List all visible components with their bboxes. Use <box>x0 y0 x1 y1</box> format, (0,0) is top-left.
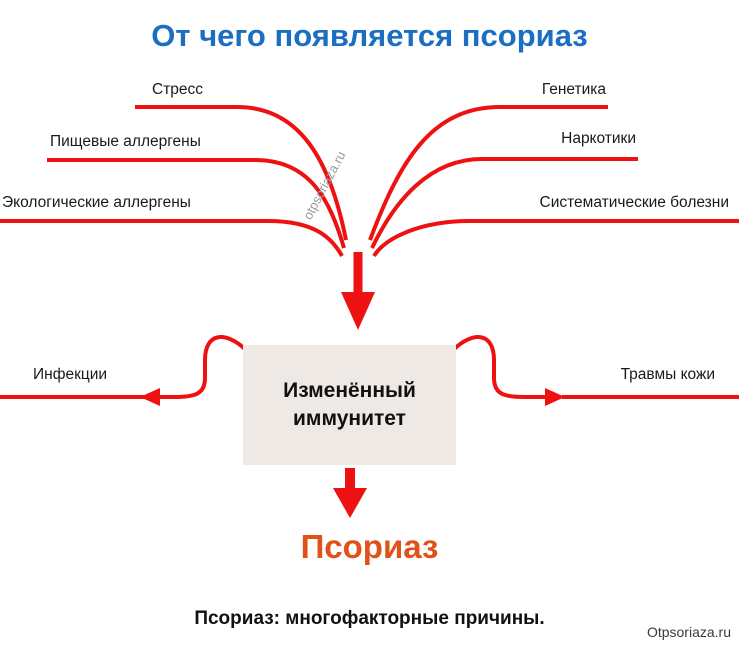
center-box-altered-immunity <box>243 345 456 465</box>
cause-label-drugs: Наркотики <box>561 130 636 147</box>
page-title: От чего появляется псориаз <box>151 18 588 53</box>
site-credit-text: Otpsoriaza.ru <box>646 624 731 640</box>
cause-lines-right <box>370 107 739 256</box>
cause-label-eco-allergens: Экологические аллергены <box>2 194 191 211</box>
cause-lines-left <box>0 107 346 256</box>
watermark-text: otpsoriaza.ru <box>300 148 349 223</box>
outcome-label-skin-injuries: Травмы кожи <box>620 366 715 383</box>
result-label-psoriasis: Псориаз <box>300 528 439 565</box>
caption-text: Псориаз: многофакторные причины. <box>194 608 545 629</box>
main-down-arrow <box>341 252 375 330</box>
cause-label-genetics: Генетика <box>541 81 606 98</box>
box-to-result-arrow <box>333 468 367 518</box>
cause-label-stress: Стресс <box>152 81 204 98</box>
outcome-label-infections: Инфекции <box>33 366 108 383</box>
center-box-line2: иммунитет <box>293 407 406 430</box>
cause-label-systemic-diseases: Систематические болезни <box>539 194 729 211</box>
cause-label-food-allergens: Пищевые аллергены <box>50 133 201 150</box>
center-box-line1: Изменённый <box>283 378 416 402</box>
